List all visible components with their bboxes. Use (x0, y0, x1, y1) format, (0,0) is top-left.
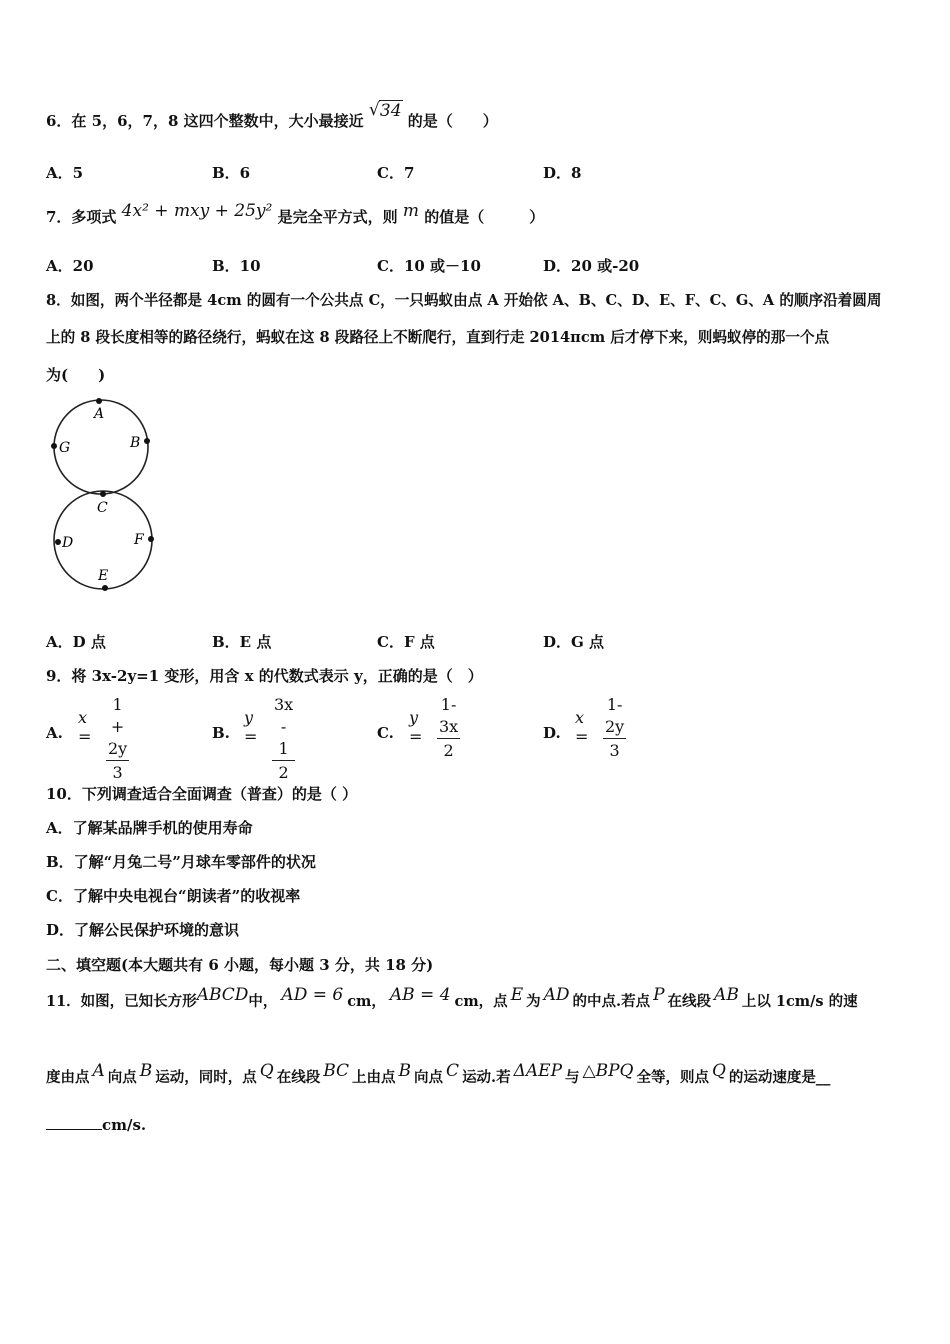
point-e-dot (102, 585, 108, 591)
q9-option-d-fraction (603, 694, 626, 763)
q9-option-d-label: D. (543, 724, 561, 742)
label-b: B (130, 435, 141, 451)
q9-option-b-num: 3x - 1 (272, 694, 295, 761)
q7-text-after: 的值是（ ） (424, 208, 545, 226)
q11-math: AD (543, 985, 570, 1005)
q9-option-c-lhs: y = (409, 708, 423, 746)
label-e: E (98, 568, 109, 584)
q11-text: 全等，则点 (636, 1069, 709, 1086)
q7-option-a: A．20 (46, 257, 94, 275)
q11-math: AB (714, 985, 739, 1005)
q11-math: ABCD (196, 985, 249, 1005)
q7-text-mid: 是完全平方式，则 (277, 208, 398, 226)
q11-text: 度由点 (46, 1069, 90, 1086)
q11-text: 上由点 (352, 1069, 396, 1086)
point-b-dot (144, 438, 150, 444)
label-c: C (97, 500, 108, 516)
q11-text: 向点 (107, 1069, 137, 1086)
q7-stem (46, 201, 904, 227)
q11-math: C (446, 1061, 460, 1081)
q11-text: 为 (526, 993, 541, 1010)
q9-option-b-den: 2 (278, 763, 289, 782)
q8-line-2: 上的 8 段长度相等的路径绕行，蚂蚁在这 8 段路径上不断爬行，直到行走 2014πcm 后才停下来，则蚂蚁停的那一个点 (46, 329, 830, 346)
q11-text: 11．如图，已知长方形 (46, 993, 197, 1010)
q11-math: AB = 4 (389, 985, 451, 1005)
q7-option-b: B．10 (212, 257, 261, 275)
q11-text: 在线段 (667, 993, 712, 1010)
q11-text: 运动.若 (462, 1069, 511, 1086)
q9-stem: 9．将 3x-2y=1 变形，用含 x 的代数式表示 y，正确的是（ ） (46, 667, 483, 685)
q10-option-a: A．了解某品牌手机的使用寿命 (46, 819, 253, 837)
q6-option-c: C．7 (377, 164, 415, 182)
q10-option-b: B．了解“月兔二号”月球车零部件的状况 (46, 853, 316, 871)
label-d: D (62, 535, 74, 551)
q11-text: 向点 (414, 1069, 444, 1086)
q9-option-b-lhs: y = (244, 708, 258, 746)
q11-text: 在线段 (276, 1069, 321, 1086)
q11-text: 上以 1cm/s 的速 (741, 993, 858, 1010)
point-c-dot (100, 491, 106, 497)
q11-math: Q (711, 1061, 726, 1081)
q8-option-b: B．E 点 (212, 633, 272, 651)
q11-math: Q (259, 1061, 274, 1081)
q11-math: P (653, 985, 665, 1005)
answer-blank[interactable] (46, 1129, 102, 1130)
q11-line-2 (46, 1061, 904, 1087)
q7-expression: 4x² + mxy + 25y² (121, 201, 273, 221)
label-a: A (94, 406, 105, 422)
q7-option-c: C．10 或－10 (377, 257, 481, 275)
q8-option-a: A．D 点 (46, 633, 106, 651)
q9-option-c-label: C. (377, 724, 394, 742)
q9-option-c-num: 1- 3x (437, 694, 460, 739)
label-f: F (134, 532, 144, 548)
q9-option-a-num: 1 + 2y (106, 694, 129, 761)
q6-option-b: B．6 (212, 164, 251, 182)
point-d-dot (55, 539, 61, 545)
q6-text-after: 的是（ ） (407, 112, 498, 130)
q9-option-b-label: B. (212, 724, 230, 742)
q11-unit: cm/s. (102, 1116, 147, 1134)
q11-text: 与 (565, 1069, 580, 1086)
point-f-dot (148, 536, 154, 542)
q11-math: A (92, 1061, 105, 1081)
q9-option-a-label: A. (46, 724, 63, 742)
q8-line-3: 为( ) (46, 366, 106, 384)
q11-text: 运动，同时，点 (155, 1069, 257, 1086)
q7-text-before: 7．多项式 (46, 208, 117, 226)
q10-option-c: C．了解中央电视台“朗读者”的收视率 (46, 887, 301, 905)
q9-option-d-lhs: x = (575, 708, 589, 746)
q7-option-d: D．20 或-20 (543, 257, 640, 275)
q11-text: 中， (248, 993, 278, 1010)
q11-math: B (398, 1061, 412, 1081)
point-g-dot (51, 443, 57, 449)
q11-text: 的中点.若点 (572, 993, 651, 1010)
q11-text: cm， (347, 993, 386, 1010)
q9-option-a-den: 3 (112, 763, 123, 782)
q11-math: ΔAEP (513, 1061, 563, 1081)
q9-option-b-fraction (272, 694, 295, 785)
point-a-dot (96, 398, 102, 404)
q11-math: AD = 6 (281, 985, 344, 1005)
q11-math: △BPQ (582, 1061, 634, 1081)
section-2-heading: 二、填空题(本大题共有 6 小题，每小题 3 分，共 18 分) (46, 956, 434, 974)
q6-option-a: A．5 (46, 164, 84, 182)
q8-option-d: D．G 点 (543, 633, 605, 651)
q10-option-d: D．了解公民保护环境的意识 (46, 921, 240, 939)
q6-option-d: D．8 (543, 164, 582, 182)
q11-text: 的运动速度是__ (728, 1069, 831, 1086)
q7-var-m: m (402, 201, 419, 221)
q8-line-1: 8．如图，两个半径都是 4cm 的圆有一个公共点 C，一只蚂蚁由点 A 开始依 A、B、C、D、E、F、C、G、A 的顺序沿着圆周 (46, 292, 882, 309)
q6-text-before: 6．在 5，6，7，8 这四个整数中，大小最接近 (46, 112, 364, 130)
q9-option-c-fraction (437, 694, 460, 763)
q9-option-a-fraction (106, 694, 129, 785)
two-circles-figure (44, 396, 164, 596)
q11-math: B (139, 1061, 153, 1081)
label-g: G (59, 440, 71, 456)
q9-option-a-lhs: x = (78, 708, 92, 746)
sqrt-34: √ 34 (368, 100, 402, 121)
q11-math: BC (323, 1061, 350, 1081)
q11-line-3 (46, 1116, 904, 1134)
q11-line-1 (46, 985, 904, 1011)
q6-stem (46, 100, 904, 131)
q9-option-c-den: 2 (443, 741, 454, 760)
q11-text: cm，点 (454, 993, 508, 1010)
q9-option-d-den: 3 (609, 741, 620, 760)
q11-math: E (510, 985, 524, 1005)
q9-option-d-num: 1- 2y (603, 694, 626, 739)
q10-stem: 10．下列调查适合全面调查（普查）的是（ ） (46, 785, 358, 803)
q8-option-c: C．F 点 (377, 633, 435, 651)
